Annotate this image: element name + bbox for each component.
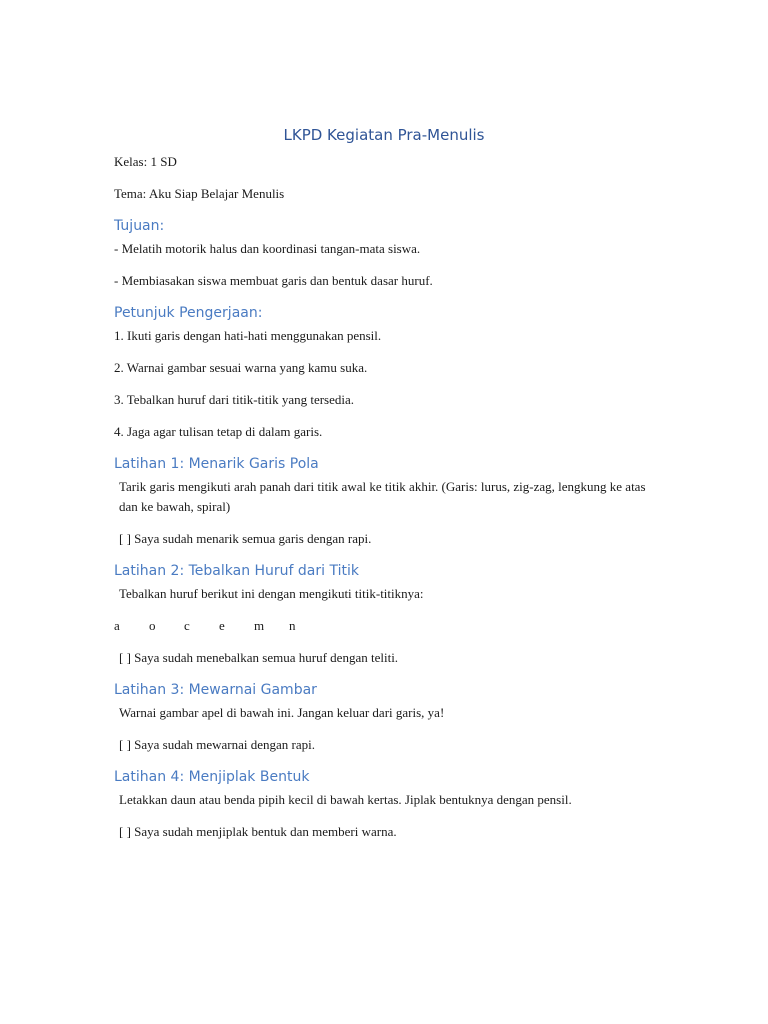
letter-o: o xyxy=(149,618,156,633)
tujuan-heading: Tujuan: xyxy=(114,218,165,234)
latihan3-instruction: Warnai gambar apel di bawah ini. Jangan keluar dari garis, ya! xyxy=(119,705,445,720)
letter-e: e xyxy=(219,618,225,633)
letter-m: m xyxy=(254,618,265,633)
latihan2-letters xyxy=(114,616,654,636)
document-content xyxy=(114,124,654,854)
letter-n: n xyxy=(289,618,296,633)
kelas-line: Kelas: 1 SD xyxy=(114,154,177,169)
petunjuk-item: 4. Jaga agar tulisan tetap di dalam garis. xyxy=(114,424,323,439)
latihan4-heading: Latihan 4: Menjiplak Bentuk xyxy=(114,769,310,785)
letter-c: c xyxy=(184,618,190,633)
tujuan-item: - Membiasakan siswa membuat garis dan bentuk dasar huruf. xyxy=(114,273,433,288)
latihan3-checkbox-line: [ ] Saya sudah mewarnai dengan rapi. xyxy=(119,737,316,752)
letter-a: a xyxy=(114,618,120,633)
latihan4-checkbox-line: [ ] Saya sudah menjiplak bentuk dan memberi warna. xyxy=(119,824,397,839)
petunjuk-item: 1. Ikuti garis dengan hati-hati menggunakan pensil. xyxy=(114,328,382,343)
latihan2-instruction: Tebalkan huruf berikut ini dengan mengikuti titik-titiknya: xyxy=(119,586,424,601)
petunjuk-item: 3. Tebalkan huruf dari titik-titik yang tersedia. xyxy=(114,392,355,407)
tujuan-item: - Melatih motorik halus dan koordinasi tangan-mata siswa. xyxy=(114,241,421,256)
latihan1-instruction: Tarik garis mengikuti arah panah dari titik awal ke titik akhir. (Garis: lurus, zig-zag, lengkung ke atas dan ke bawah, spiral) xyxy=(119,479,646,514)
latihan3-heading: Latihan 3: Mewarnai Gambar xyxy=(114,682,317,698)
tema-line: Tema: Aku Siap Belajar Menulis xyxy=(114,186,285,201)
document-title: LKPD Kegiatan Pra-Menulis xyxy=(283,126,485,144)
latihan1-checkbox-line: [ ] Saya sudah menarik semua garis dengan rapi. xyxy=(119,531,372,546)
petunjuk-item: 2. Warnai gambar sesuai warna yang kamu suka. xyxy=(114,360,368,375)
petunjuk-heading: Petunjuk Pengerjaan: xyxy=(114,305,263,321)
latihan2-heading: Latihan 2: Tebalkan Huruf dari Titik xyxy=(114,563,359,579)
latihan4-instruction: Letakkan daun atau benda pipih kecil di bawah kertas. Jiplak bentuknya dengan pensil. xyxy=(119,792,572,807)
latihan1-heading: Latihan 1: Menarik Garis Pola xyxy=(114,456,319,472)
latihan2-checkbox-line: [ ] Saya sudah menebalkan semua huruf dengan teliti. xyxy=(119,650,399,665)
